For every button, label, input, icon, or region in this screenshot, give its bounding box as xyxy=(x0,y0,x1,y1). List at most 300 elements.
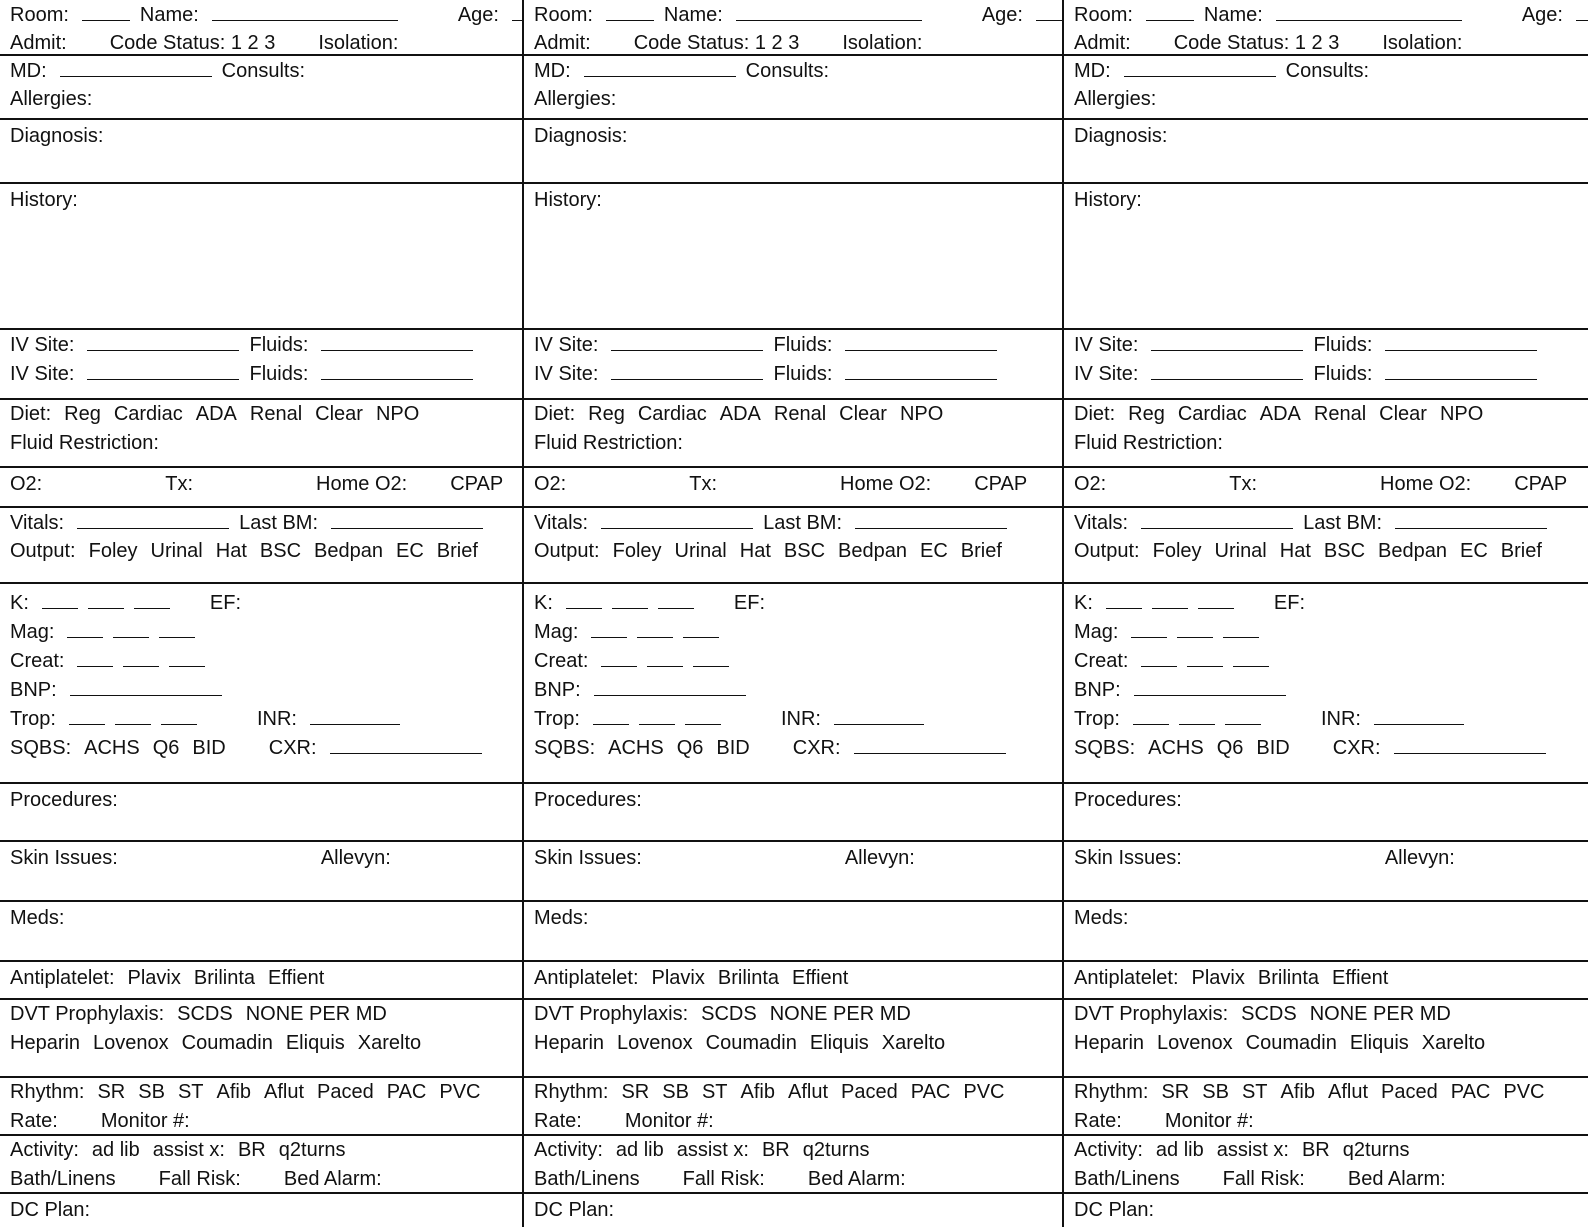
skin-section xyxy=(524,842,1062,902)
option-choice[interactable]: Xarelto xyxy=(881,1032,946,1054)
option-choice[interactable]: Cardiac xyxy=(1177,403,1247,425)
form-row xyxy=(1074,361,1584,385)
diet-section xyxy=(0,400,522,468)
k-label: K: xyxy=(10,592,29,614)
option-choice[interactable]: Paced xyxy=(1381,1081,1438,1103)
option-choice[interactable]: SB xyxy=(138,1081,165,1103)
form-row xyxy=(10,590,518,614)
option-choice[interactable]: ad lib xyxy=(1155,1139,1204,1161)
patient-2-column xyxy=(524,0,1064,1227)
iv-site-label: IV Site: xyxy=(1074,363,1139,385)
form-row xyxy=(10,648,518,672)
fill-in-blank[interactable] xyxy=(591,619,627,638)
option-choice[interactable]: EC xyxy=(1459,540,1488,562)
form-row xyxy=(534,1031,1058,1055)
option-choice[interactable]: Brief xyxy=(1500,540,1542,562)
option-choice[interactable]: Reg xyxy=(1128,403,1165,425)
fill-in-blank[interactable] xyxy=(639,706,675,725)
fluids-blank[interactable] xyxy=(321,332,473,351)
option-choice[interactable]: Plavix xyxy=(127,967,181,989)
room-blank[interactable] xyxy=(82,2,130,21)
mag-label: Mag: xyxy=(534,621,579,643)
fluids-blank[interactable] xyxy=(845,361,997,380)
form-row xyxy=(10,510,518,534)
iv-site-blank[interactable] xyxy=(611,361,763,380)
form-row xyxy=(1074,188,1584,212)
dc-plan-section xyxy=(524,1194,1062,1227)
fill-in-blank[interactable] xyxy=(88,590,124,609)
fall-risk-label: Fall Risk: xyxy=(1222,1168,1305,1190)
room-blank[interactable] xyxy=(1146,2,1194,21)
header-section xyxy=(0,0,522,56)
option-choice[interactable]: Brilinta xyxy=(1257,967,1320,989)
fill-in-blank[interactable] xyxy=(1223,619,1259,638)
fill-in-blank[interactable] xyxy=(1187,648,1223,667)
option-choice[interactable]: Urinal xyxy=(674,540,727,562)
fill-in-blank[interactable] xyxy=(161,706,197,725)
option-choice[interactable]: Heparin xyxy=(534,1032,605,1054)
fluids-blank[interactable] xyxy=(321,361,473,380)
option-choice[interactable]: Coumadin xyxy=(705,1032,797,1054)
form-row xyxy=(1074,402,1584,426)
activity-label: Activity: xyxy=(1074,1139,1143,1161)
form-row xyxy=(534,510,1058,534)
fill-in-blank[interactable] xyxy=(693,648,729,667)
fluids-blank[interactable] xyxy=(1385,361,1537,380)
option-choice[interactable]: Bedpan xyxy=(1378,540,1447,562)
code-status-label: Code Status: 1 2 3 xyxy=(1173,32,1340,54)
option-choice[interactable]: SR xyxy=(97,1081,126,1103)
form-row xyxy=(10,58,518,82)
tx-label: Tx: xyxy=(165,473,194,495)
fluids-blank[interactable] xyxy=(1385,332,1537,351)
option-choice[interactable]: PVC xyxy=(439,1081,481,1103)
cpap-label: CPAP xyxy=(450,473,504,495)
code-status-label: Code Status: 1 2 3 xyxy=(633,32,800,54)
option-choice[interactable]: Foley xyxy=(88,540,138,562)
option-choice[interactable]: ST xyxy=(177,1081,204,1103)
iv-site-blank[interactable] xyxy=(87,361,239,380)
form-row xyxy=(534,87,1058,111)
form-row xyxy=(1074,87,1584,111)
fill-in-blank[interactable] xyxy=(1106,590,1142,609)
option-choice[interactable]: BR xyxy=(761,1139,790,1161)
option-choice[interactable]: Aflut xyxy=(1327,1081,1369,1103)
history-section xyxy=(0,184,522,330)
form-row xyxy=(1074,706,1584,730)
sqbs-label: SQBS: xyxy=(534,737,596,759)
option-choice[interactable]: EC xyxy=(395,540,424,562)
o2-section xyxy=(524,468,1062,508)
fill-in-blank[interactable] xyxy=(115,706,151,725)
option-choice[interactable]: BR xyxy=(237,1139,266,1161)
form-row xyxy=(534,402,1058,426)
bnp-blank[interactable] xyxy=(594,677,746,696)
vitals-label: Vitals: xyxy=(10,512,65,534)
option-choice[interactable]: ADA xyxy=(719,403,761,425)
allergies-label: Allergies: xyxy=(534,88,617,110)
age-blank[interactable] xyxy=(512,2,522,21)
dc-plan-label: DC Plan: xyxy=(1074,1199,1155,1221)
option-choice[interactable]: NPO xyxy=(375,403,420,425)
option-choice[interactable]: SCDS xyxy=(177,1003,233,1025)
form-row xyxy=(10,539,518,563)
option-choice[interactable]: Brief xyxy=(960,540,1002,562)
iv-site-label: IV Site: xyxy=(534,334,599,356)
option-choice[interactable]: Hat xyxy=(215,540,247,562)
option-choice[interactable]: BID xyxy=(1256,737,1290,759)
md-blank[interactable] xyxy=(584,58,736,77)
option-choice[interactable]: Coumadin xyxy=(181,1032,273,1054)
age-blank[interactable] xyxy=(1576,2,1588,21)
iv-site-blank[interactable] xyxy=(87,332,239,351)
option-choice[interactable]: SCDS xyxy=(701,1003,757,1025)
inr-blank[interactable] xyxy=(310,706,400,725)
md-label: MD: xyxy=(534,60,571,82)
option-choice[interactable]: NONE PER MD xyxy=(1309,1003,1451,1025)
fill-in-blank[interactable] xyxy=(637,619,673,638)
option-choice[interactable]: BID xyxy=(192,737,226,759)
option-choice[interactable]: SR xyxy=(1161,1081,1190,1103)
home-o2-label: Home O2: xyxy=(316,473,408,495)
option-choice[interactable]: Xarelto xyxy=(357,1032,422,1054)
trop-label: Trop: xyxy=(10,708,56,730)
fill-in-blank[interactable] xyxy=(1141,648,1177,667)
name-blank[interactable] xyxy=(736,2,922,21)
iv-site-label: IV Site: xyxy=(10,363,75,385)
patient-1-column xyxy=(0,0,524,1227)
labs-section xyxy=(524,584,1062,784)
fill-in-blank[interactable] xyxy=(77,648,113,667)
fill-in-blank[interactable] xyxy=(612,590,648,609)
option-choice[interactable]: Clear xyxy=(315,403,363,425)
option-choice[interactable]: SB xyxy=(662,1081,689,1103)
form-row xyxy=(1074,677,1584,701)
option-choice[interactable]: PAC xyxy=(1450,1081,1491,1103)
vitals-label: Vitals: xyxy=(1074,512,1129,534)
last-bm-blank[interactable] xyxy=(855,510,1007,529)
option-choice[interactable]: Effient xyxy=(792,967,849,989)
trop-label: Trop: xyxy=(534,708,580,730)
option-choice[interactable]: Hat xyxy=(739,540,771,562)
option-choice[interactable]: EC xyxy=(919,540,948,562)
fill-in-blank[interactable] xyxy=(1152,590,1188,609)
option-choice[interactable]: Effient xyxy=(1332,967,1389,989)
meds-section xyxy=(524,902,1062,962)
option-choice[interactable]: ad lib xyxy=(91,1139,140,1161)
allevyn-label: Allevyn: xyxy=(844,847,915,869)
option-choice[interactable]: Foley xyxy=(1152,540,1202,562)
form-row xyxy=(10,1031,518,1055)
form-row xyxy=(10,735,518,759)
fill-in-blank[interactable] xyxy=(169,648,205,667)
form-row xyxy=(534,788,1058,812)
option-choice[interactable]: PVC xyxy=(963,1081,1005,1103)
form-row xyxy=(1074,1138,1584,1162)
fill-in-blank[interactable] xyxy=(1133,706,1169,725)
sqbs-label: SQBS: xyxy=(1074,737,1136,759)
md-blank[interactable] xyxy=(60,58,212,77)
option-choice[interactable]: Reg xyxy=(588,403,625,425)
patient-3-column xyxy=(1064,0,1588,1227)
option-choice[interactable]: Aflut xyxy=(263,1081,305,1103)
option-choice[interactable]: Eliquis xyxy=(809,1032,869,1054)
option-choice[interactable]: Q6 xyxy=(152,737,180,759)
isolation-label: Isolation: xyxy=(318,32,399,54)
fill-in-blank[interactable] xyxy=(42,590,78,609)
option-choice[interactable]: Bedpan xyxy=(314,540,383,562)
inr-label: INR: xyxy=(780,708,821,730)
iv-site-blank[interactable] xyxy=(1151,332,1303,351)
form-row xyxy=(534,1080,1058,1104)
fill-in-blank[interactable] xyxy=(113,619,149,638)
fill-in-blank[interactable] xyxy=(683,619,719,638)
option-choice[interactable]: Brilinta xyxy=(717,967,780,989)
last-bm-label: Last BM: xyxy=(239,512,319,534)
form-row xyxy=(10,1080,518,1104)
vitals-section xyxy=(0,508,522,584)
iv-site-label: IV Site: xyxy=(10,334,75,356)
option-choice[interactable]: ST xyxy=(701,1081,728,1103)
antiplatelet-section xyxy=(524,962,1062,1000)
fluids-label: Fluids: xyxy=(1313,363,1373,385)
fill-in-blank[interactable] xyxy=(685,706,721,725)
option-choice[interactable]: q2turns xyxy=(278,1139,346,1161)
iv-site-label: IV Site: xyxy=(534,363,599,385)
inr-blank[interactable] xyxy=(1374,706,1464,725)
md-blank[interactable] xyxy=(1124,58,1276,77)
room-blank[interactable] xyxy=(606,2,654,21)
option-choice[interactable]: SCDS xyxy=(1241,1003,1297,1025)
option-choice[interactable]: Renal xyxy=(773,403,827,425)
option-choice[interactable]: Afib xyxy=(216,1081,251,1103)
iv-section xyxy=(1064,330,1588,400)
rhythm-section xyxy=(1064,1078,1588,1136)
fill-in-blank[interactable] xyxy=(647,648,683,667)
rate-label: Rate: xyxy=(10,1110,58,1132)
cxr-blank[interactable] xyxy=(330,735,482,754)
form-row xyxy=(534,648,1058,672)
option-choice[interactable]: Hat xyxy=(1279,540,1311,562)
option-choice[interactable]: ADA xyxy=(1259,403,1301,425)
option-choice[interactable]: Effient xyxy=(268,967,325,989)
procedures-label: Procedures: xyxy=(1074,789,1182,811)
vitals-blank[interactable] xyxy=(601,510,753,529)
option-choice[interactable]: SB xyxy=(1202,1081,1229,1103)
age-label: Age: xyxy=(457,4,499,26)
form-row xyxy=(10,906,518,930)
option-choice[interactable]: ST xyxy=(1241,1081,1268,1103)
isolation-label: Isolation: xyxy=(1382,32,1463,54)
inr-blank[interactable] xyxy=(834,706,924,725)
inr-label: INR: xyxy=(256,708,297,730)
option-choice[interactable]: BSC xyxy=(259,540,302,562)
fill-in-blank[interactable] xyxy=(1198,590,1234,609)
cxr-blank[interactable] xyxy=(1394,735,1546,754)
option-choice[interactable]: BSC xyxy=(1323,540,1366,562)
form-row xyxy=(1074,648,1584,672)
form-row xyxy=(534,846,1058,870)
bed-alarm-label: Bed Alarm: xyxy=(807,1168,906,1190)
option-choice[interactable]: Q6 xyxy=(1216,737,1244,759)
antiplatelet-section xyxy=(0,962,522,1000)
fill-in-blank[interactable] xyxy=(566,590,602,609)
fluids-blank[interactable] xyxy=(845,332,997,351)
fill-in-blank[interactable] xyxy=(1131,619,1167,638)
fill-in-blank[interactable] xyxy=(134,590,170,609)
option-choice[interactable]: PVC xyxy=(1503,1081,1545,1103)
form-row xyxy=(1074,124,1584,148)
antiplatelet-label: Antiplatelet: xyxy=(1074,967,1179,989)
option-choice[interactable]: BSC xyxy=(783,540,826,562)
option-choice[interactable]: ad lib xyxy=(615,1139,664,1161)
option-choice[interactable]: SR xyxy=(621,1081,650,1103)
monitor-label: Monitor #: xyxy=(624,1110,714,1132)
option-choice[interactable]: Lovenox xyxy=(617,1032,693,1054)
fall-risk-label: Fall Risk: xyxy=(158,1168,241,1190)
ef-label: EF: xyxy=(1273,592,1306,614)
option-choice[interactable]: Cardiac xyxy=(637,403,707,425)
consults-label: Consults: xyxy=(221,60,306,82)
option-choice[interactable]: Paced xyxy=(317,1081,374,1103)
form-row xyxy=(1074,31,1584,55)
option-choice[interactable]: assist x: xyxy=(1216,1139,1289,1161)
consults-label: Consults: xyxy=(745,60,830,82)
fill-in-blank[interactable] xyxy=(1177,619,1213,638)
option-choice[interactable]: PAC xyxy=(910,1081,951,1103)
option-choice[interactable]: Bedpan xyxy=(838,540,907,562)
form-row xyxy=(534,31,1058,55)
option-choice[interactable]: ACHS xyxy=(608,737,664,759)
option-choice[interactable]: Q6 xyxy=(676,737,704,759)
option-choice[interactable]: Coumadin xyxy=(1245,1032,1337,1054)
cxr-blank[interactable] xyxy=(854,735,1006,754)
option-choice[interactable]: NPO xyxy=(1439,403,1484,425)
iv-site-blank[interactable] xyxy=(611,332,763,351)
option-choice[interactable]: Lovenox xyxy=(1157,1032,1233,1054)
bnp-blank[interactable] xyxy=(70,677,222,696)
option-choice[interactable]: assist x: xyxy=(152,1139,225,1161)
form-row xyxy=(10,706,518,730)
option-choice[interactable]: Foley xyxy=(612,540,662,562)
fill-in-blank[interactable] xyxy=(67,619,103,638)
fill-in-blank[interactable] xyxy=(1233,648,1269,667)
allevyn-label: Allevyn: xyxy=(320,847,391,869)
option-choice[interactable]: Urinal xyxy=(150,540,203,562)
option-choice[interactable]: q2turns xyxy=(1342,1139,1410,1161)
ef-label: EF: xyxy=(733,592,766,614)
option-choice[interactable]: Plavix xyxy=(1191,967,1245,989)
fill-in-blank[interactable] xyxy=(1225,706,1261,725)
fill-in-blank[interactable] xyxy=(1179,706,1215,725)
dvt-section xyxy=(524,1000,1062,1078)
option-choice[interactable]: Lovenox xyxy=(93,1032,169,1054)
option-choice[interactable]: Plavix xyxy=(651,967,705,989)
option-choice[interactable]: Heparin xyxy=(1074,1032,1145,1054)
option-choice[interactable]: Xarelto xyxy=(1421,1032,1486,1054)
diet-label: Diet: xyxy=(1074,403,1116,425)
option-choice[interactable]: Afib xyxy=(740,1081,775,1103)
option-choice[interactable]: Cardiac xyxy=(113,403,183,425)
monitor-label: Monitor #: xyxy=(1164,1110,1254,1132)
form-row xyxy=(10,124,518,148)
option-choice[interactable]: Renal xyxy=(249,403,303,425)
fill-in-blank[interactable] xyxy=(593,706,629,725)
fill-in-blank[interactable] xyxy=(658,590,694,609)
option-choice[interactable]: PAC xyxy=(386,1081,427,1103)
option-choice[interactable]: NONE PER MD xyxy=(245,1003,387,1025)
dc-plan-section xyxy=(1064,1194,1588,1227)
room-label: Room: xyxy=(1074,4,1133,26)
age-blank[interactable] xyxy=(1036,2,1062,21)
option-choice[interactable]: Brilinta xyxy=(193,967,256,989)
option-choice[interactable]: BR xyxy=(1301,1139,1330,1161)
iv-site-blank[interactable] xyxy=(1151,361,1303,380)
rhythm-label: Rhythm: xyxy=(10,1081,85,1103)
activity-section xyxy=(524,1136,1062,1194)
option-choice[interactable]: ACHS xyxy=(84,737,140,759)
name-blank[interactable] xyxy=(212,2,398,21)
fill-in-blank[interactable] xyxy=(601,648,637,667)
option-choice[interactable]: Urinal xyxy=(1214,540,1267,562)
diagnosis-section xyxy=(1064,120,1588,184)
option-choice[interactable]: Eliquis xyxy=(285,1032,345,1054)
diagnosis-label: Diagnosis: xyxy=(534,125,628,147)
last-bm-blank[interactable] xyxy=(1395,510,1547,529)
option-choice[interactable]: ADA xyxy=(195,403,237,425)
meds-label: Meds: xyxy=(1074,907,1129,929)
name-blank[interactable] xyxy=(1276,2,1462,21)
skin-issues-label: Skin Issues: xyxy=(534,847,642,869)
option-choice[interactable]: assist x: xyxy=(676,1139,749,1161)
form-row xyxy=(10,1002,518,1026)
last-bm-label: Last BM: xyxy=(763,512,843,534)
option-choice[interactable]: Eliquis xyxy=(1349,1032,1409,1054)
form-row xyxy=(1074,788,1584,812)
form-row xyxy=(1074,472,1584,496)
option-choice[interactable]: Renal xyxy=(1313,403,1367,425)
procedures-label: Procedures: xyxy=(534,789,642,811)
option-choice[interactable]: Reg xyxy=(64,403,101,425)
option-choice[interactable]: q2turns xyxy=(802,1139,870,1161)
option-choice[interactable]: BID xyxy=(716,737,750,759)
fill-in-blank[interactable] xyxy=(123,648,159,667)
fluids-label: Fluids: xyxy=(249,334,309,356)
option-choice[interactable]: NONE PER MD xyxy=(769,1003,911,1025)
vitals-blank[interactable] xyxy=(1141,510,1293,529)
vitals-blank[interactable] xyxy=(77,510,229,529)
last-bm-blank[interactable] xyxy=(331,510,483,529)
consults-label: Consults: xyxy=(1285,60,1370,82)
option-choice[interactable]: Clear xyxy=(1379,403,1427,425)
skin-section xyxy=(1064,842,1588,902)
option-choice[interactable]: Aflut xyxy=(787,1081,829,1103)
k-label: K: xyxy=(1074,592,1093,614)
form-row xyxy=(534,58,1058,82)
option-choice[interactable]: Afib xyxy=(1280,1081,1315,1103)
bnp-blank[interactable] xyxy=(1134,677,1286,696)
option-choice[interactable]: Brief xyxy=(436,540,478,562)
option-choice[interactable]: ACHS xyxy=(1148,737,1204,759)
option-choice[interactable]: Paced xyxy=(841,1081,898,1103)
fill-in-blank[interactable] xyxy=(159,619,195,638)
fill-in-blank[interactable] xyxy=(69,706,105,725)
option-choice[interactable]: Heparin xyxy=(10,1032,81,1054)
iv-section xyxy=(0,330,522,400)
option-choice[interactable]: NPO xyxy=(899,403,944,425)
option-choice[interactable]: Clear xyxy=(839,403,887,425)
rhythm-label: Rhythm: xyxy=(534,1081,609,1103)
